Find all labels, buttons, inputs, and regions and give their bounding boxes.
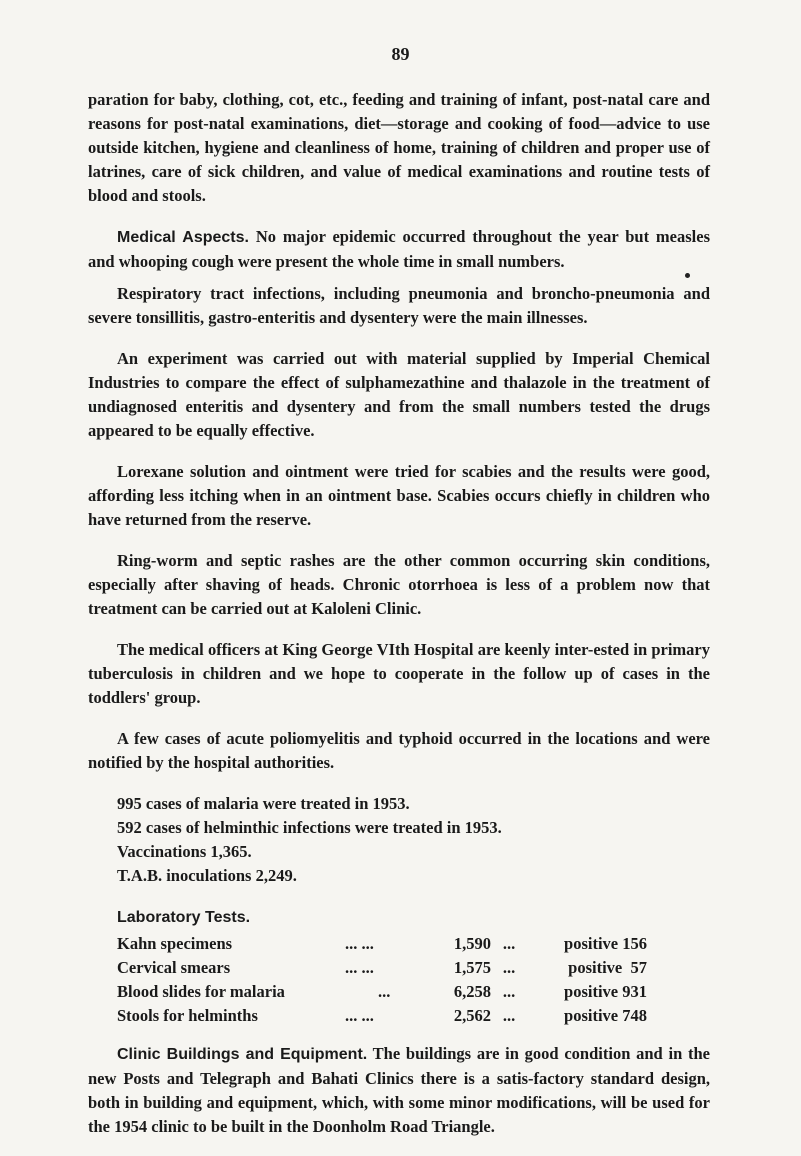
leader-dots: ... ...: [345, 934, 374, 953]
stat-tab-inoculations: T.A.B. inoculations 2,249.: [117, 866, 297, 885]
leader-dots: ...: [502, 982, 516, 1001]
paragraph-medical-aspects: [88, 225, 710, 274]
clinic-buildings-text: The buildings are in good condition and in the new Posts and Telegraph and Bahati Clinics there is a satis-factory standard design, both in building and equipment, which, with some minor modifications, will be used for the 1954 clinic to be built in the Doonholm Road Triangle.: [88, 1044, 710, 1136]
test-count: 1,590: [453, 934, 491, 953]
test-count: 2,562: [453, 1006, 491, 1025]
table-row: [117, 932, 647, 956]
stat-helminthic: 592 cases of helminthic infections were treated in 1953.: [117, 818, 502, 837]
section-heading-clinic-buildings: Clinic Buildings and Equipment.: [117, 1046, 368, 1063]
paragraph-clinic-buildings: [88, 1042, 710, 1139]
paragraph-experiment: An experiment was carried out with material supplied by Imperial Chemical Industries to compare the effect of sulphamezathine and thalazole in the treatment of undiagnosed enteritis and dysentery and from the small numbers tested the drugs appeared to be equally effective.: [88, 349, 710, 440]
statistics-list: [117, 792, 710, 888]
paragraph-ringworm: Ring-worm and septic rashes are the other common occurring skin conditions, especially after shaving of heads. Chronic otorrhoea is less of a problem now that treatment can be carried out at Kaloleni Clinic.: [88, 551, 710, 618]
stray-dot-mark: [685, 273, 690, 278]
paragraph-poliomyelitis: A few cases of acute poliomyelitis and typhoid occurred in the locations and were notified by the hospital authorities.: [88, 729, 710, 772]
test-positive: positive 57: [568, 958, 647, 977]
paragraph-scabies: Lorexane solution and ointment were tried for scabies and the results were good, affording less itching when in an ointment base. Scabies occurs chiefly in children who have returned from the reserve.: [88, 462, 710, 529]
table-row: [117, 956, 647, 980]
stat-vaccinations: Vaccinations 1,365.: [117, 842, 252, 861]
test-name: Blood slides for malaria: [117, 982, 285, 1001]
leader-dots: ... ...: [345, 1006, 374, 1025]
leader-dots: ...: [502, 958, 516, 977]
section-heading-medical-aspects: Medical Aspects.: [117, 229, 249, 246]
paragraph-continuation: paration for baby, clothing, cot, etc., feeding and training of infant, post-natal care and reasons for post-natal examinations, diet—storage and cooking of food—advice to use outside kitchen, hygiene and cleanliness of home, training of children and proper use of latrines, care of sick children, and value of medical examinations and routine tests of blood and stools.: [88, 90, 710, 205]
leader-dots: ...: [345, 982, 391, 1001]
test-count: 6,258: [453, 982, 491, 1001]
section-heading-laboratory-tests: Laboratory Tests.: [117, 909, 251, 926]
stat-malaria: 995 cases of malaria were treated in 1953.: [117, 794, 410, 813]
test-positive: positive 748: [564, 1006, 647, 1025]
paragraph-tuberculosis: The medical officers at King George VIth Hospital are keenly inter-ested in primary tuberculosis in children and we hope to cooperate in the follow up of cases in the toddlers' group.: [88, 640, 710, 707]
table-row: [117, 980, 647, 1004]
leader-dots: ... ...: [345, 958, 374, 977]
medical-aspects-text: No major epidemic occurred throughout the year but measles and whooping cough were present the whole time in small numbers.: [88, 227, 710, 271]
test-name: Stools for helminths: [117, 1006, 258, 1025]
leader-dots: ...: [502, 934, 516, 953]
table-row: [117, 1004, 647, 1028]
paragraph-respiratory: Respiratory tract infections, including pneumonia and broncho-pneumonia and severe tonsillitis, gastro-enteritis and dysentery were the main illnesses.: [88, 284, 710, 327]
page-number: 89: [391, 44, 410, 64]
test-name: Cervical smears: [117, 958, 231, 977]
test-name: Kahn specimens: [117, 934, 233, 953]
laboratory-tests-table: [117, 932, 647, 1028]
test-positive: positive 931: [564, 982, 647, 1001]
leader-dots: ...: [502, 1006, 516, 1025]
test-positive: positive 156: [564, 934, 647, 953]
document-body: [88, 88, 710, 1156]
test-count: 1,575: [453, 958, 491, 977]
